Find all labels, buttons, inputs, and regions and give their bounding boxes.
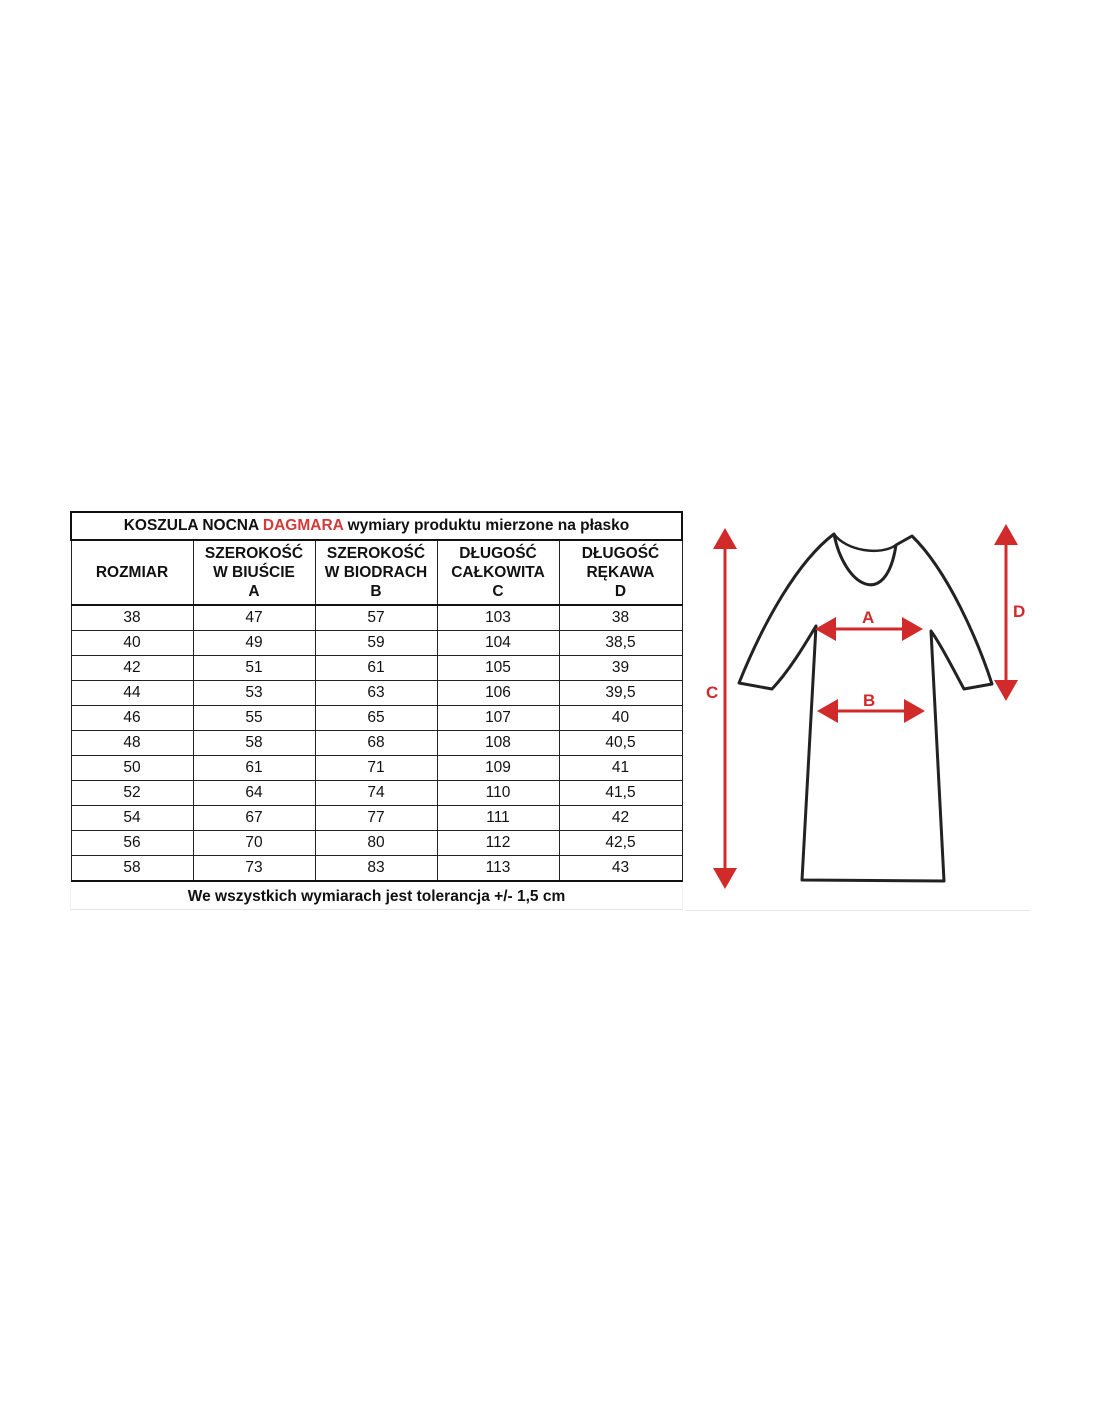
- cell-size: 54: [71, 806, 193, 831]
- table-row: [71, 656, 682, 681]
- table-row: [71, 731, 682, 756]
- table-row: [71, 781, 682, 806]
- cell-bust: 70: [193, 831, 315, 856]
- header-hip-width: SZEROKOŚĆ W BIODRACH B: [315, 540, 437, 605]
- cell-bust: 51: [193, 656, 315, 681]
- cell-sleeve: 42: [559, 806, 682, 831]
- cell-size: 46: [71, 706, 193, 731]
- cell-hip: 77: [315, 806, 437, 831]
- table-row: [71, 856, 682, 882]
- cell-hip: 71: [315, 756, 437, 781]
- cell-length: 113: [437, 856, 559, 882]
- cell-length: 104: [437, 631, 559, 656]
- cell-size: 40: [71, 631, 193, 656]
- cell-size: 58: [71, 856, 193, 882]
- cell-sleeve: 40,5: [559, 731, 682, 756]
- dress-neckline: [834, 534, 896, 551]
- cell-size: 50: [71, 756, 193, 781]
- cell-length: 105: [437, 656, 559, 681]
- cell-bust: 64: [193, 781, 315, 806]
- cell-bust: 47: [193, 605, 315, 631]
- cell-size: 44: [71, 681, 193, 706]
- label-a: A: [862, 608, 875, 627]
- cell-size: 42: [71, 656, 193, 681]
- cell-hip: 68: [315, 731, 437, 756]
- cell-size: 38: [71, 605, 193, 631]
- size-chart-table: [70, 511, 683, 882]
- title-prefix: KOSZULA NOCNA: [123, 517, 259, 534]
- header-row: [71, 540, 682, 605]
- cell-length: 112: [437, 831, 559, 856]
- cell-bust: 53: [193, 681, 315, 706]
- cell-sleeve: 41: [559, 756, 682, 781]
- table-row: [71, 631, 682, 656]
- cell-bust: 55: [193, 706, 315, 731]
- table-row: [71, 756, 682, 781]
- table-row: [71, 681, 682, 706]
- table-row: [71, 831, 682, 856]
- cell-hip: 63: [315, 681, 437, 706]
- cell-bust: 49: [193, 631, 315, 656]
- cell-hip: 65: [315, 706, 437, 731]
- tolerance-note: We wszystkich wymiarach jest tolerancja +/- 1,5 cm: [70, 885, 683, 910]
- cell-sleeve: 38: [559, 605, 682, 631]
- cell-hip: 61: [315, 656, 437, 681]
- cell-length: 109: [437, 756, 559, 781]
- cell-size: 56: [71, 831, 193, 856]
- title-suffix: wymiary produktu mierzone na płasko: [347, 517, 630, 534]
- cell-sleeve: 39: [559, 656, 682, 681]
- cell-hip: 80: [315, 831, 437, 856]
- cell-hip: 59: [315, 631, 437, 656]
- dress-diagram-svg: [686, 511, 1030, 910]
- table-row: [71, 706, 682, 731]
- cell-sleeve: 41,5: [559, 781, 682, 806]
- header-total-length: DŁUGOŚĆ CAŁKOWITA C: [437, 540, 559, 605]
- cell-bust: 61: [193, 756, 315, 781]
- header-sleeve-length: DŁUGOŚĆ RĘKAWA D: [559, 540, 682, 605]
- label-b: B: [863, 691, 876, 710]
- table-row: [71, 605, 682, 631]
- cell-bust: 58: [193, 731, 315, 756]
- header-bust-width: SZEROKOŚĆ W BIUŚCIE A: [193, 540, 315, 605]
- label-c: C: [706, 683, 719, 702]
- cell-sleeve: 43: [559, 856, 682, 882]
- cell-hip: 74: [315, 781, 437, 806]
- cell-sleeve: 42,5: [559, 831, 682, 856]
- table-row: [71, 806, 682, 831]
- title-brand: DAGMARA: [262, 517, 344, 534]
- cell-length: 111: [437, 806, 559, 831]
- cell-length: 103: [437, 605, 559, 631]
- cell-sleeve: 39,5: [559, 681, 682, 706]
- cell-sleeve: 38,5: [559, 631, 682, 656]
- cell-length: 107: [437, 706, 559, 731]
- cell-bust: 67: [193, 806, 315, 831]
- header-size: ROZMIAR: [71, 540, 193, 605]
- cell-hip: 83: [315, 856, 437, 882]
- cell-hip: 57: [315, 605, 437, 631]
- cell-length: 108: [437, 731, 559, 756]
- cell-length: 110: [437, 781, 559, 806]
- measurement-diagram: [686, 511, 1030, 911]
- cell-length: 106: [437, 681, 559, 706]
- cell-size: 52: [71, 781, 193, 806]
- cell-bust: 73: [193, 856, 315, 882]
- cell-size: 48: [71, 731, 193, 756]
- cell-sleeve: 40: [559, 706, 682, 731]
- label-d: D: [1013, 602, 1026, 621]
- table-title: [71, 512, 682, 540]
